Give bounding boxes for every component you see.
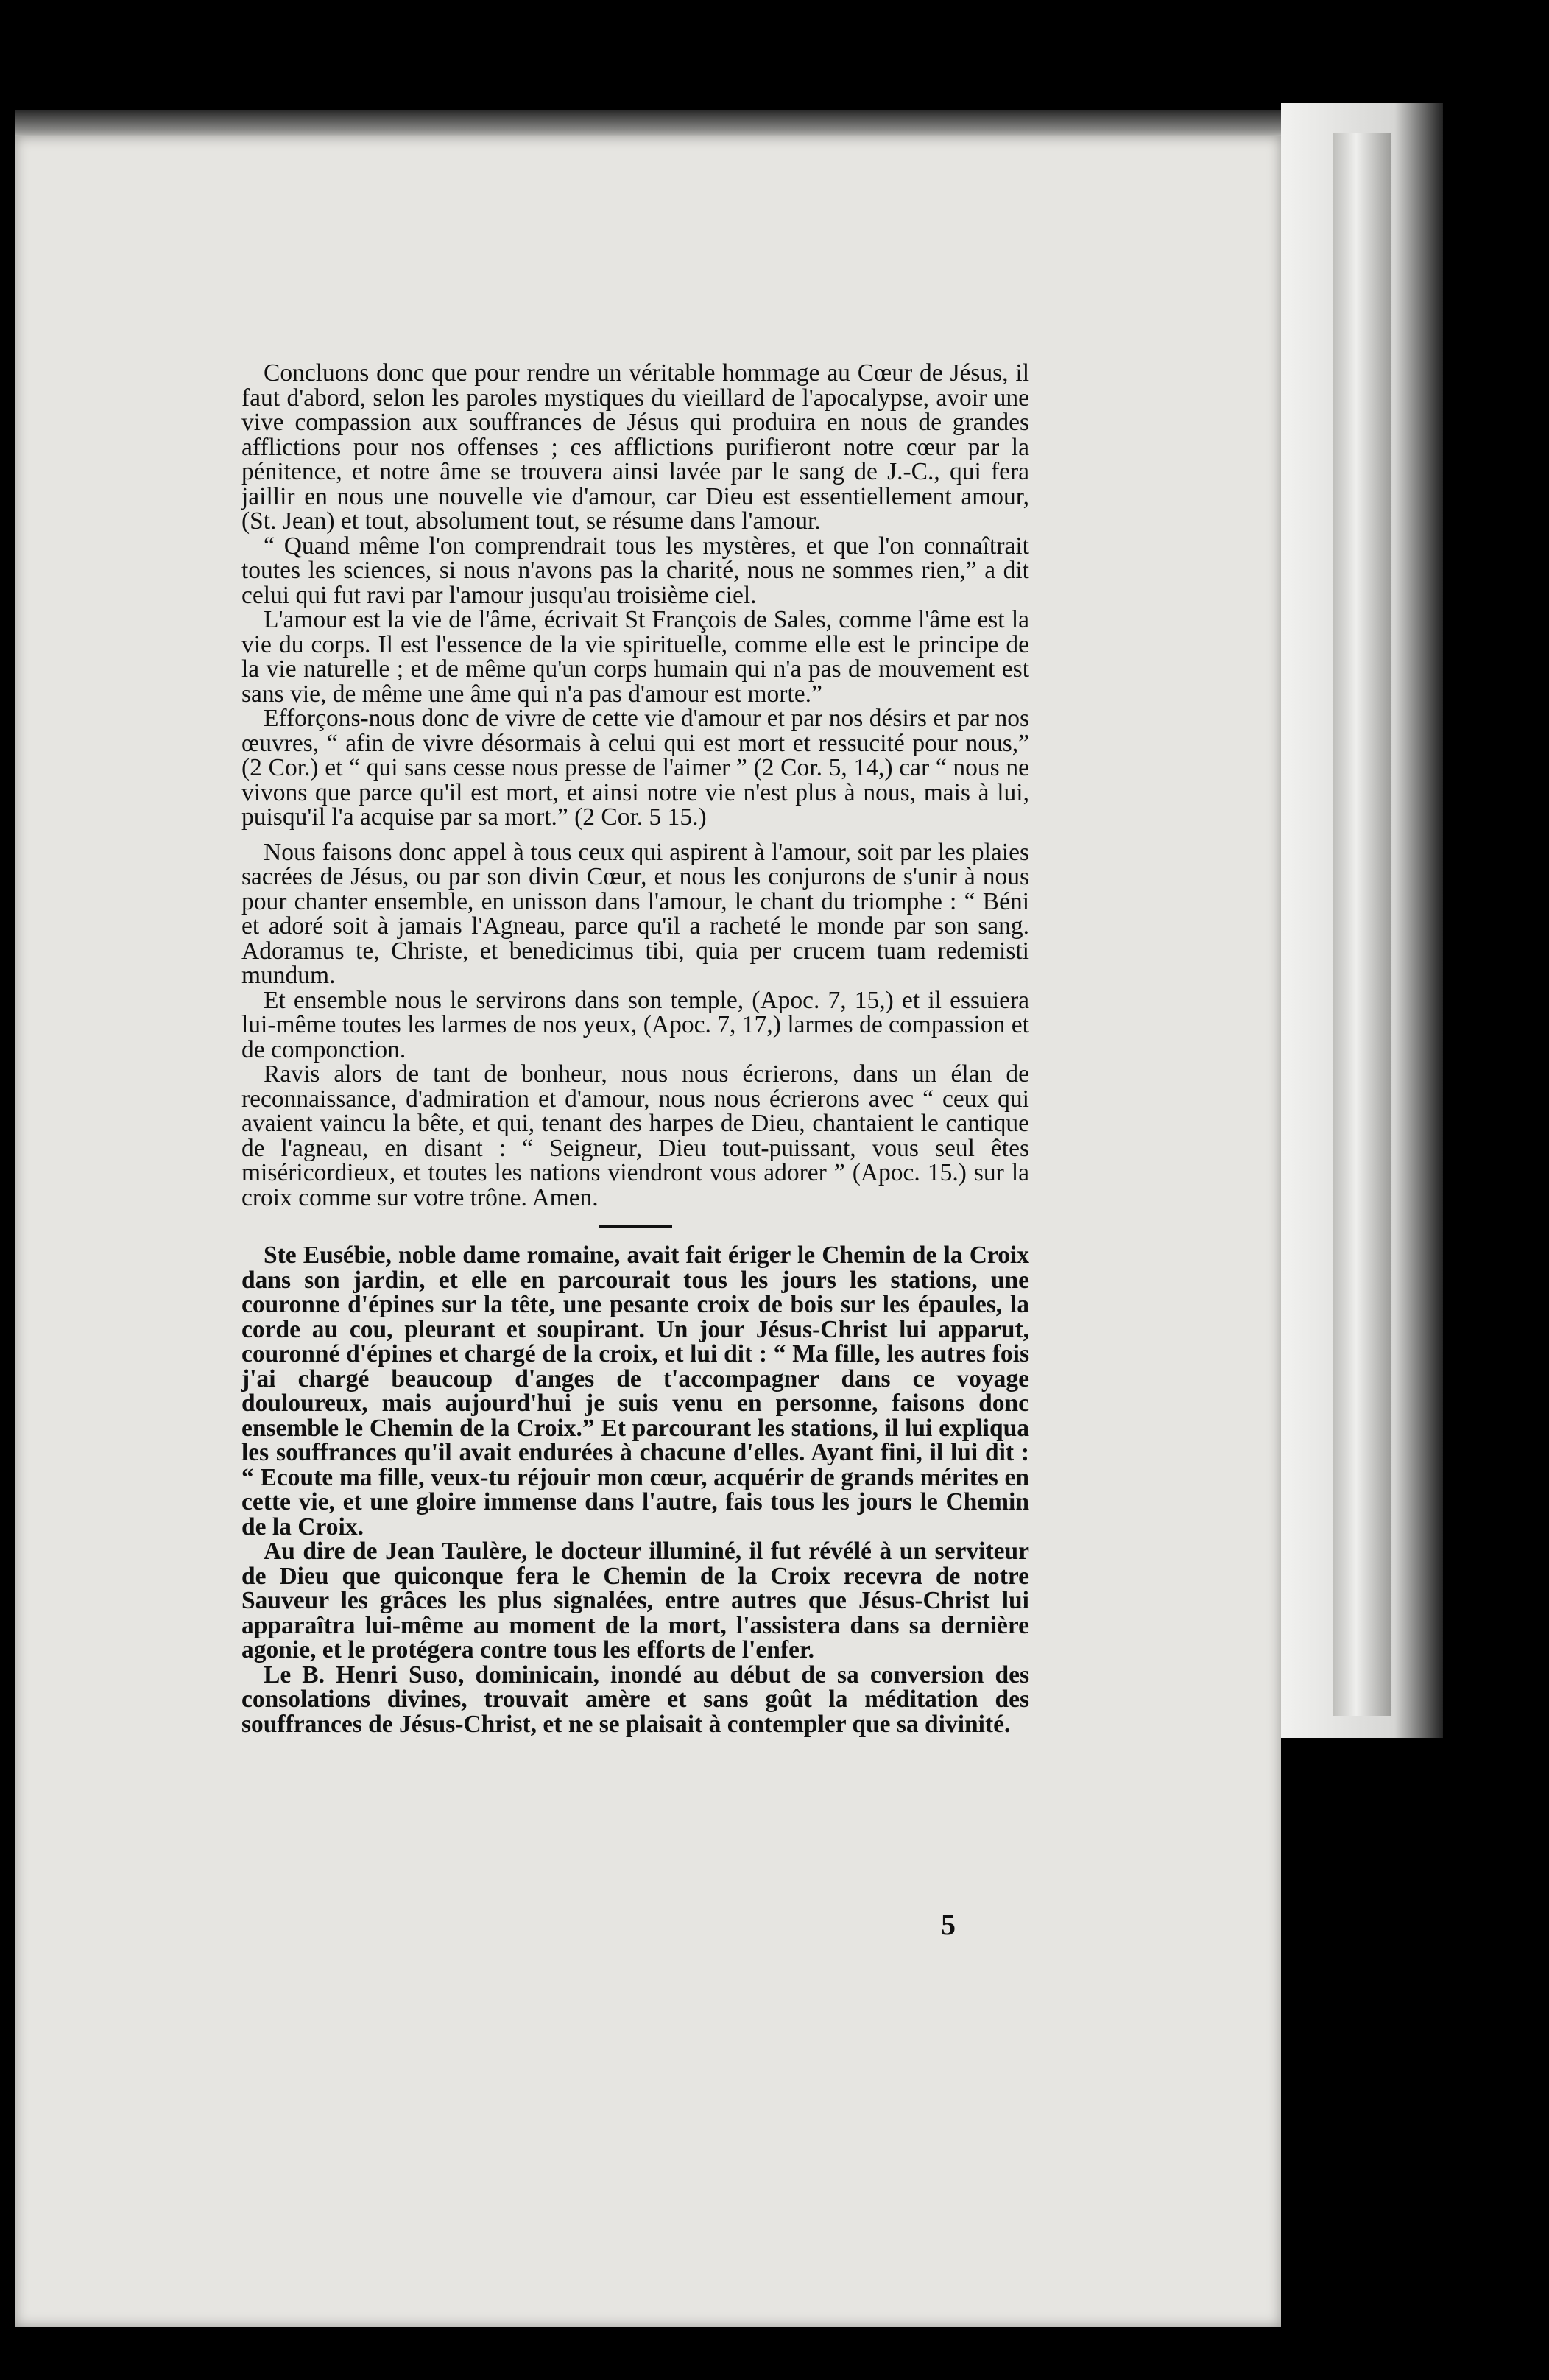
main-text: [241, 361, 1029, 1736]
section-divider: [599, 1225, 672, 1228]
paragraph-6: Et ensemble nous le servirons dans son temple, (Apoc. 7, 15,) et il essuiera lui-même toutes les larmes de nos yeux, (Apoc. 7, 17,) larmes de compassion et de componction.: [241, 986, 1029, 1063]
paragraph-4: Efforçons-nous donc de vivre de cette vie d'amour et par nos désirs et par nos œuvres, “ afin de vivre désormais à celui qui est mort et ressucité pour nous,” (2 Cor.) et “ qui sans cesse nous presse de l'aimer ” (2 Cor. 5, 14,) car “ nous ne vivons que parce qu'il est mort, et ainsi notre vie n'est plus à nous, mais à lui, puisqu'il l'a acquise par sa mort.” (2 Cor. 5 15.): [241, 705, 1029, 831]
paragraph-1: Concluons donc que pour rendre un véritable hommage au Cœur de Jésus, il faut d'abord, selon les paroles mystiques du vieillard de l'apocalypse, avoir une vive compassion aux souffrances de Jésus qui produira en nous de grandes afflictions pour nos offenses ; ces afflictions purifieront notre cœur par la pénitence, et notre âme se trouvera ainsi lavée par le sang de J.-C., qui fera jaillir en nous une nouvelle vie d'amour, car Dieu est essentiellement amour, (St. Jean) et tout, absolument tout, se résume dans l'amour.: [241, 359, 1029, 535]
paragraph-8: Ste Eusébie, noble dame romaine, avait fait ériger le Chemin de la Croix dans son jardin, et elle en parcourait tous les jours les stations, une couronne d'épines sur la tête, une pesante croix de bois sur les épaules, la corde au cou, pleurant et soupirant. Un jour Jésus-Christ lui apparut, couronné d'épines et chargé de la croix, et lui dit : “ Ma fille, les autres fois j'ai chargé beaucoup d'anges de t'accompagner dans ce voyage douloureux, mais aujourd'hui je suis venu en personne, faisons donc ensemble le Chemin de la Croix.” Et parcourant les stations, il lui expliqua les souffrances qu'il avait endurées à chacune d'elles. Ayant fini, il lui dit : “ Ecoute ma fille, veux-tu réjouir mon cœur, acquérir de grands mérites en cette vie, et une gloire immense dans l'autre, fais tous les jours le Chemin de la Croix.: [241, 1242, 1029, 1541]
paragraph-2: “ Quand même l'on comprendrait tous les mystères, et que l'on connaîtrait toutes les sciences, si nous n'avons pas la charité, nous ne sommes rien,” a dit celui qui fut ravi par l'amour jusqu'au troisième ciel.: [241, 532, 1029, 609]
paragraph-3: L'amour est la vie de l'âme, écrivait St François de Sales, comme l'âme est la vie du corps. Il est l'essence de la vie spirituelle, comme elle est le principe de la vie naturelle ; et de même qu'un corps humain qui n'a pas de mouvement est sans vie, de même une âme qui n'a pas d'amour est morte.”: [241, 606, 1029, 708]
second-section: [241, 1243, 1029, 1736]
paragraph-7: Ravis alors de tant de bonheur, nous nous écrierons, dans un élan de reconnaissance, d'admiration et d'amour, nous nous écrierons avec “ ceux qui avaient vaincu la bête, et qui, tenant des harpes de Dieu, chantaient le cantique de l'agneau, en disant : “ Seigneur, Dieu tout-puissant, vous seul êtes miséricordieux, et toutes les nations viendront vous adorer ” (Apoc. 15.) sur la croix comme sur votre trône. Amen.: [241, 1060, 1029, 1211]
folded-page-edge: [1281, 103, 1443, 1738]
page-number: 5: [941, 1908, 956, 1941]
paragraph-5: Nous faisons donc appel à tous ceux qui aspirent à l'amour, soit par les plaies sacrées de Jésus, ou par son divin Cœur, et nous les conjurons de s'unir à nous pour chanter ensemble, en unisson dans l'amour, le chant du triomphe : “ Béni et adoré soit à jamais l'Agneau, parce qu'il a racheté le monde par son sang. Adoramus te, Christe, et benedicimus tibi, quia per crucem tuam redemisti mundum.: [241, 838, 1029, 989]
paragraph-9: Au dire de Jean Taulère, le docteur illuminé, il fut révélé à un serviteur de Dieu que quiconque fera le Chemin de la Croix recevra de notre Sauveur les grâces les plus signalées, entre autres que Jésus-Christ lui apparaîtra lui-même au moment de la mort, l'assistera dans sa dernière agonie, et le protégera contre tous les efforts de l'enfer.: [241, 1538, 1029, 1663]
paragraph-10: Le B. Henri Suso, dominicain, inondé au début de sa conversion des consolations divines, trouvait amère et sans goût la méditation des souffrances de Jésus-Christ, et ne se plaisait à contempler que sa divinité.: [241, 1661, 1029, 1738]
